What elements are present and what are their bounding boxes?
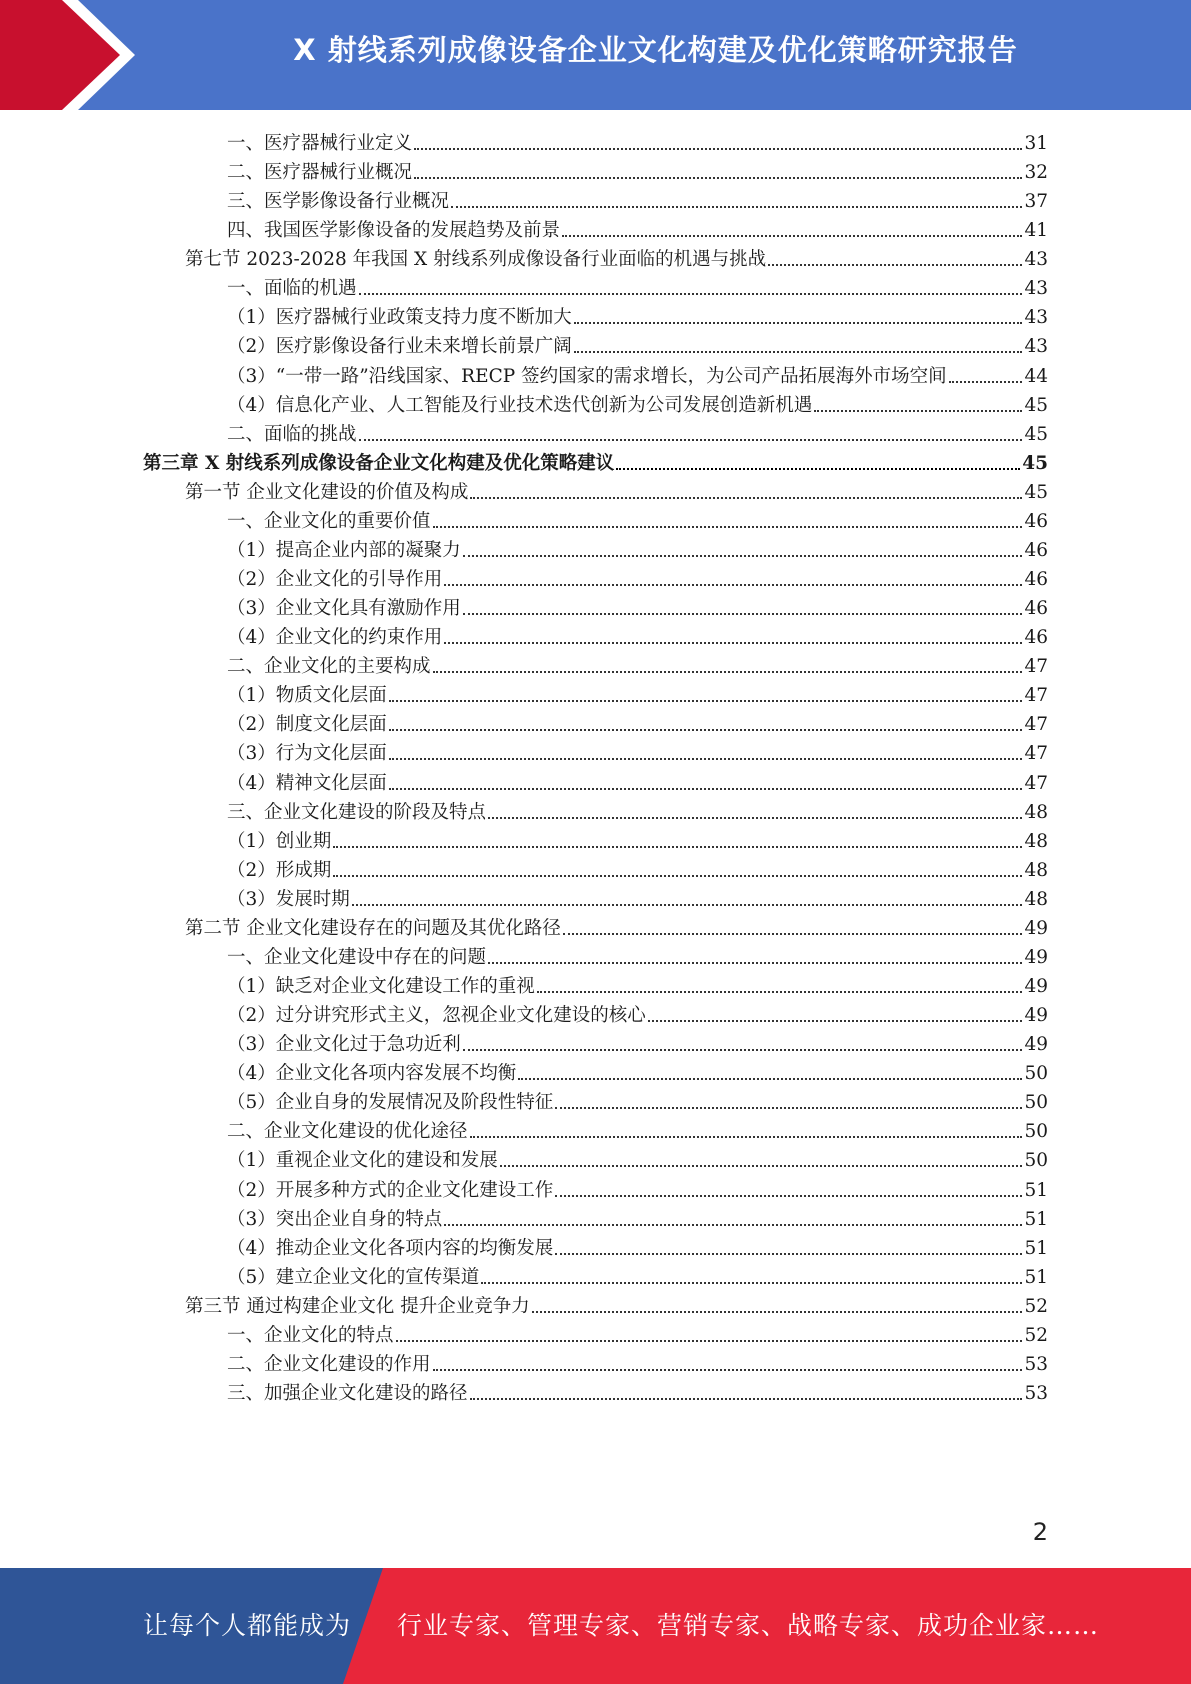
toc-dot-leader — [444, 1223, 1022, 1226]
toc-entry-page: 53 — [1024, 1383, 1048, 1404]
toc-entry-title: （5）企业自身的发展情况及阶段性特征 — [227, 1092, 554, 1113]
toc-entry-title: 一、面临的机遇 — [227, 278, 357, 299]
toc-entry-title: 二、面临的挑战 — [227, 424, 357, 445]
toc-entry-page: 47 — [1024, 743, 1048, 764]
toc-entry-page: 49 — [1024, 1034, 1048, 1055]
report-title: X 射线系列成像设备企业文化构建及优化策略研究报告 — [293, 33, 1018, 67]
toc-entry-title: （2）企业文化的引导作用 — [227, 569, 443, 590]
toc-entry-page: 50 — [1024, 1092, 1048, 1113]
toc-entry-page: 41 — [1024, 220, 1048, 241]
toc-entry-page: 47 — [1024, 773, 1048, 794]
toc-entry-page: 45 — [1024, 424, 1048, 445]
toc-dot-leader — [463, 554, 1023, 557]
toc-entry-page: 43 — [1024, 249, 1048, 270]
toc-entry-page: 51 — [1024, 1238, 1048, 1259]
toc-entry-title: （1）提高企业内部的凝聚力 — [227, 540, 461, 561]
toc-entry[interactable] — [227, 361, 1048, 392]
toc-entry-page: 46 — [1024, 511, 1048, 532]
toc-entry-page: 49 — [1024, 918, 1048, 939]
toc-dot-leader — [470, 496, 1022, 499]
toc-dot-leader — [470, 1397, 1023, 1400]
toc-entry[interactable] — [227, 506, 1048, 537]
footer-slogan-right: 行业专家、管理专家、营销专家、战略专家、成功企业家…… — [397, 1611, 1100, 1640]
toc-entry-page: 49 — [1024, 947, 1048, 968]
toc-entry-page: 43 — [1024, 336, 1048, 357]
toc-entry[interactable] — [227, 622, 1048, 653]
toc-entry[interactable] — [227, 738, 1048, 769]
toc-entry-page: 50 — [1024, 1150, 1048, 1171]
toc-entry-title: （4）精神文化层面 — [227, 773, 387, 794]
toc-entry[interactable] — [227, 331, 1048, 362]
toc-dot-leader — [444, 583, 1022, 586]
toc-dot-leader — [333, 874, 1022, 877]
toc-entry-page: 47 — [1024, 714, 1048, 735]
toc-entry-page: 51 — [1024, 1209, 1048, 1230]
toc-entry-title: 二、企业文化建设的作用 — [227, 1354, 431, 1375]
toc-entry[interactable] — [227, 1087, 1048, 1118]
toc-dot-leader — [537, 990, 1023, 993]
toc-entry[interactable] — [227, 1058, 1048, 1089]
toc-entry-title: （2）制度文化层面 — [227, 714, 387, 735]
toc-entry[interactable] — [227, 826, 1048, 857]
toc-dot-leader — [444, 641, 1022, 644]
toc-entry-page: 45 — [1022, 453, 1048, 474]
toc-entry-title: （5）建立企业文化的宣传渠道 — [227, 1267, 480, 1288]
toc-dot-leader — [488, 961, 1022, 964]
toc-entry[interactable] — [185, 477, 1048, 508]
footer-slogan-left: 让每个人都能成为 — [143, 1611, 352, 1640]
toc-dot-leader — [389, 728, 1023, 731]
toc-dot-leader — [451, 205, 1022, 208]
toc-entry-title: （4）推动企业文化各项内容的均衡发展 — [227, 1238, 554, 1259]
page-footer — [0, 1568, 1191, 1684]
toc-entry[interactable] — [227, 1349, 1048, 1380]
toc-dot-leader — [359, 438, 1023, 441]
toc-dot-leader — [359, 292, 1023, 295]
toc-entry-page: 50 — [1024, 1063, 1048, 1084]
toc-entry-page: 46 — [1024, 540, 1048, 561]
toc-entry-title: （2）医疗影像设备行业未来增长前景广阔 — [227, 336, 572, 357]
toc-entry[interactable] — [143, 448, 1048, 479]
toc-entry[interactable] — [227, 651, 1048, 682]
toc-entry-page: 49 — [1024, 1005, 1048, 1026]
toc-entry-page: 47 — [1024, 685, 1048, 706]
toc-entry[interactable] — [227, 390, 1048, 421]
toc-entry-title: 三、医学影像设备行业概况 — [227, 191, 450, 212]
toc-dot-leader — [768, 263, 1022, 266]
toc-dot-leader — [470, 1135, 1023, 1138]
toc-entry-title: （3）行为文化层面 — [227, 743, 387, 764]
toc-entry-page: 53 — [1024, 1354, 1048, 1375]
toc-entry-page: 52 — [1024, 1325, 1048, 1346]
toc-entry[interactable] — [227, 157, 1048, 188]
toc-dot-leader — [555, 1252, 1022, 1255]
toc-dot-leader — [433, 525, 1023, 528]
toc-dot-leader — [333, 845, 1022, 848]
toc-entry-title: 一、企业文化的重要价值 — [227, 511, 431, 532]
page-header — [0, 0, 1191, 110]
toc-entry-title: 一、医疗器械行业定义 — [227, 133, 413, 154]
toc-entry-title: （1）缺乏对企业文化建设工作的重视 — [227, 976, 535, 997]
toc-entry-title: 一、企业文化建设中存在的问题 — [227, 947, 487, 968]
toc-entry-page: 48 — [1024, 860, 1048, 881]
toc-entry-title: 第七节 2023-2028 年我国 X 射线系列成像设备行业面临的机遇与挑战 — [185, 249, 767, 270]
toc-dot-leader — [814, 409, 1022, 412]
toc-entry[interactable] — [227, 1378, 1048, 1409]
toc-entry-title: （2）形成期 — [227, 860, 332, 881]
toc-dot-leader — [518, 1077, 1022, 1080]
toc-entry-page: 49 — [1024, 976, 1048, 997]
toc-entry-title: （4）信息化产业、人工智能及行业技术迭代创新为公司发展创造新机遇 — [227, 395, 813, 416]
toc-entry-title: （2）开展多种方式的企业文化建设工作 — [227, 1180, 554, 1201]
toc-dot-leader — [562, 234, 1022, 237]
toc-entry[interactable] — [227, 768, 1048, 799]
toc-entry[interactable] — [227, 1204, 1048, 1235]
toc-entry-title: （1）创业期 — [227, 831, 332, 852]
toc-entry[interactable] — [227, 1029, 1048, 1060]
toc-entry-title: 一、企业文化的特点 — [227, 1325, 394, 1346]
toc-dot-leader — [414, 147, 1022, 150]
toc-dot-leader — [389, 699, 1023, 702]
toc-entry-title: （4）企业文化各项内容发展不均衡 — [227, 1063, 517, 1084]
toc-entry-title: 第三章 X 射线系列成像设备企业文化构建及优化策略建议 — [143, 453, 615, 474]
toc-entry[interactable] — [227, 273, 1048, 304]
toc-entry-page: 45 — [1024, 395, 1048, 416]
toc-entry[interactable] — [227, 971, 1048, 1002]
toc-entry-title: 二、企业文化的主要构成 — [227, 656, 431, 677]
toc-entry-title: （4）企业文化的约束作用 — [227, 627, 443, 648]
toc-entry[interactable] — [227, 1116, 1048, 1147]
toc-entry-page: 47 — [1024, 656, 1048, 677]
toc-entry[interactable] — [227, 302, 1048, 333]
toc-dot-leader — [949, 380, 1023, 383]
toc-entry-page: 44 — [1024, 366, 1048, 387]
toc-entry[interactable] — [227, 1175, 1048, 1206]
toc-entry-title: （3）企业文化具有激励作用 — [227, 598, 461, 619]
toc-entry-page: 52 — [1024, 1296, 1048, 1317]
toc-entry-title: 二、医疗器械行业概况 — [227, 162, 413, 183]
toc-entry-page: 50 — [1024, 1121, 1048, 1142]
toc-entry[interactable] — [227, 1145, 1048, 1176]
toc-entry-title: 第三节 通过构建企业文化 提升企业竞争力 — [185, 1296, 530, 1317]
toc-entry-title: 第一节 企业文化建设的价值及构成 — [185, 482, 469, 503]
toc-entry[interactable] — [227, 680, 1048, 711]
toc-dot-leader — [433, 670, 1023, 673]
toc-entry-page: 46 — [1024, 598, 1048, 619]
toc-dot-leader — [555, 1194, 1022, 1197]
toc-entry[interactable] — [185, 913, 1048, 944]
toc-entry-page: 51 — [1024, 1180, 1048, 1201]
toc-entry-title: （3）“一带一路”沿线国家、RECP 签约国家的需求增长，为公司产品拓展海外市场空间 — [227, 366, 947, 387]
toc-entry[interactable] — [227, 709, 1048, 740]
toc-entry-title: （1）重视企业文化的建设和发展 — [227, 1150, 498, 1171]
toc-entry-page: 46 — [1024, 627, 1048, 648]
toc-dot-leader — [555, 1106, 1022, 1109]
toc-entry-title: （1）医疗器械行业政策支持力度不断加大 — [227, 307, 572, 328]
toc-entry-page: 37 — [1024, 191, 1048, 212]
toc-entry-page: 48 — [1024, 802, 1048, 823]
toc-dot-leader — [488, 816, 1022, 819]
toc-dot-leader — [463, 1048, 1023, 1051]
toc-entry[interactable] — [185, 1291, 1048, 1322]
toc-dot-leader — [433, 1368, 1023, 1371]
toc-dot-leader — [352, 903, 1023, 906]
toc-entry-title: 四、我国医学影像设备的发展趋势及前景 — [227, 220, 561, 241]
toc-entry-page: 48 — [1024, 889, 1048, 910]
toc-dot-leader — [389, 787, 1023, 790]
toc-dot-leader — [574, 321, 1023, 324]
toc-entry[interactable] — [227, 797, 1048, 828]
toc-entry-page: 32 — [1024, 162, 1048, 183]
toc-entry[interactable] — [227, 215, 1048, 246]
toc-entry-title: 三、加强企业文化建设的路径 — [227, 1383, 468, 1404]
toc-entry[interactable] — [227, 1233, 1048, 1264]
toc-entry-title: （2）过分讲究形式主义，忽视企业文化建设的核心 — [227, 1005, 646, 1026]
toc-dot-leader — [616, 467, 1020, 470]
toc-dot-leader — [648, 1019, 1023, 1022]
toc-entry[interactable] — [227, 564, 1048, 595]
toc-entry[interactable] — [227, 419, 1048, 450]
page-number: 2 — [1032, 1518, 1048, 1546]
toc-entry-page: 46 — [1024, 569, 1048, 590]
toc-dot-leader — [481, 1281, 1022, 1284]
toc-entry[interactable] — [227, 1320, 1048, 1351]
toc-entry[interactable] — [185, 244, 1048, 275]
toc-entry-title: 第二节 企业文化建设存在的问题及其优化路径 — [185, 918, 561, 939]
toc-entry-page: 45 — [1024, 482, 1048, 503]
toc-entry[interactable] — [227, 128, 1048, 159]
toc-entry[interactable] — [227, 942, 1048, 973]
toc-entry[interactable] — [227, 535, 1048, 566]
toc-dot-leader — [396, 1339, 1023, 1342]
toc-entry-title: （1）物质文化层面 — [227, 685, 387, 706]
toc-entry[interactable] — [227, 884, 1048, 915]
toc-dot-leader — [414, 176, 1022, 179]
toc-dot-leader — [574, 350, 1023, 353]
toc-dot-leader — [463, 612, 1023, 615]
toc-dot-leader — [532, 1310, 1023, 1313]
toc-dot-leader — [389, 757, 1023, 760]
toc-entry[interactable] — [227, 593, 1048, 624]
toc-entry-page: 51 — [1024, 1267, 1048, 1288]
toc-entry[interactable] — [227, 186, 1048, 217]
toc-dot-leader — [500, 1164, 1023, 1167]
toc-entry-page: 31 — [1024, 133, 1048, 154]
toc-dot-leader — [563, 932, 1023, 935]
toc-entry-page: 43 — [1024, 278, 1048, 299]
toc-entry-title: （3）突出企业自身的特点 — [227, 1209, 443, 1230]
toc-entry-title: 三、企业文化建设的阶段及特点 — [227, 802, 487, 823]
toc-entry[interactable] — [227, 1262, 1048, 1293]
toc-entry-title: （3）发展时期 — [227, 889, 350, 910]
toc-entry-title: 二、企业文化建设的优化途径 — [227, 1121, 468, 1142]
toc-entry-title: （3）企业文化过于急功近利 — [227, 1034, 461, 1055]
toc-entry[interactable] — [227, 855, 1048, 886]
toc-entry-page: 48 — [1024, 831, 1048, 852]
toc-entry[interactable] — [227, 1000, 1048, 1031]
toc-entry-page: 43 — [1024, 307, 1048, 328]
